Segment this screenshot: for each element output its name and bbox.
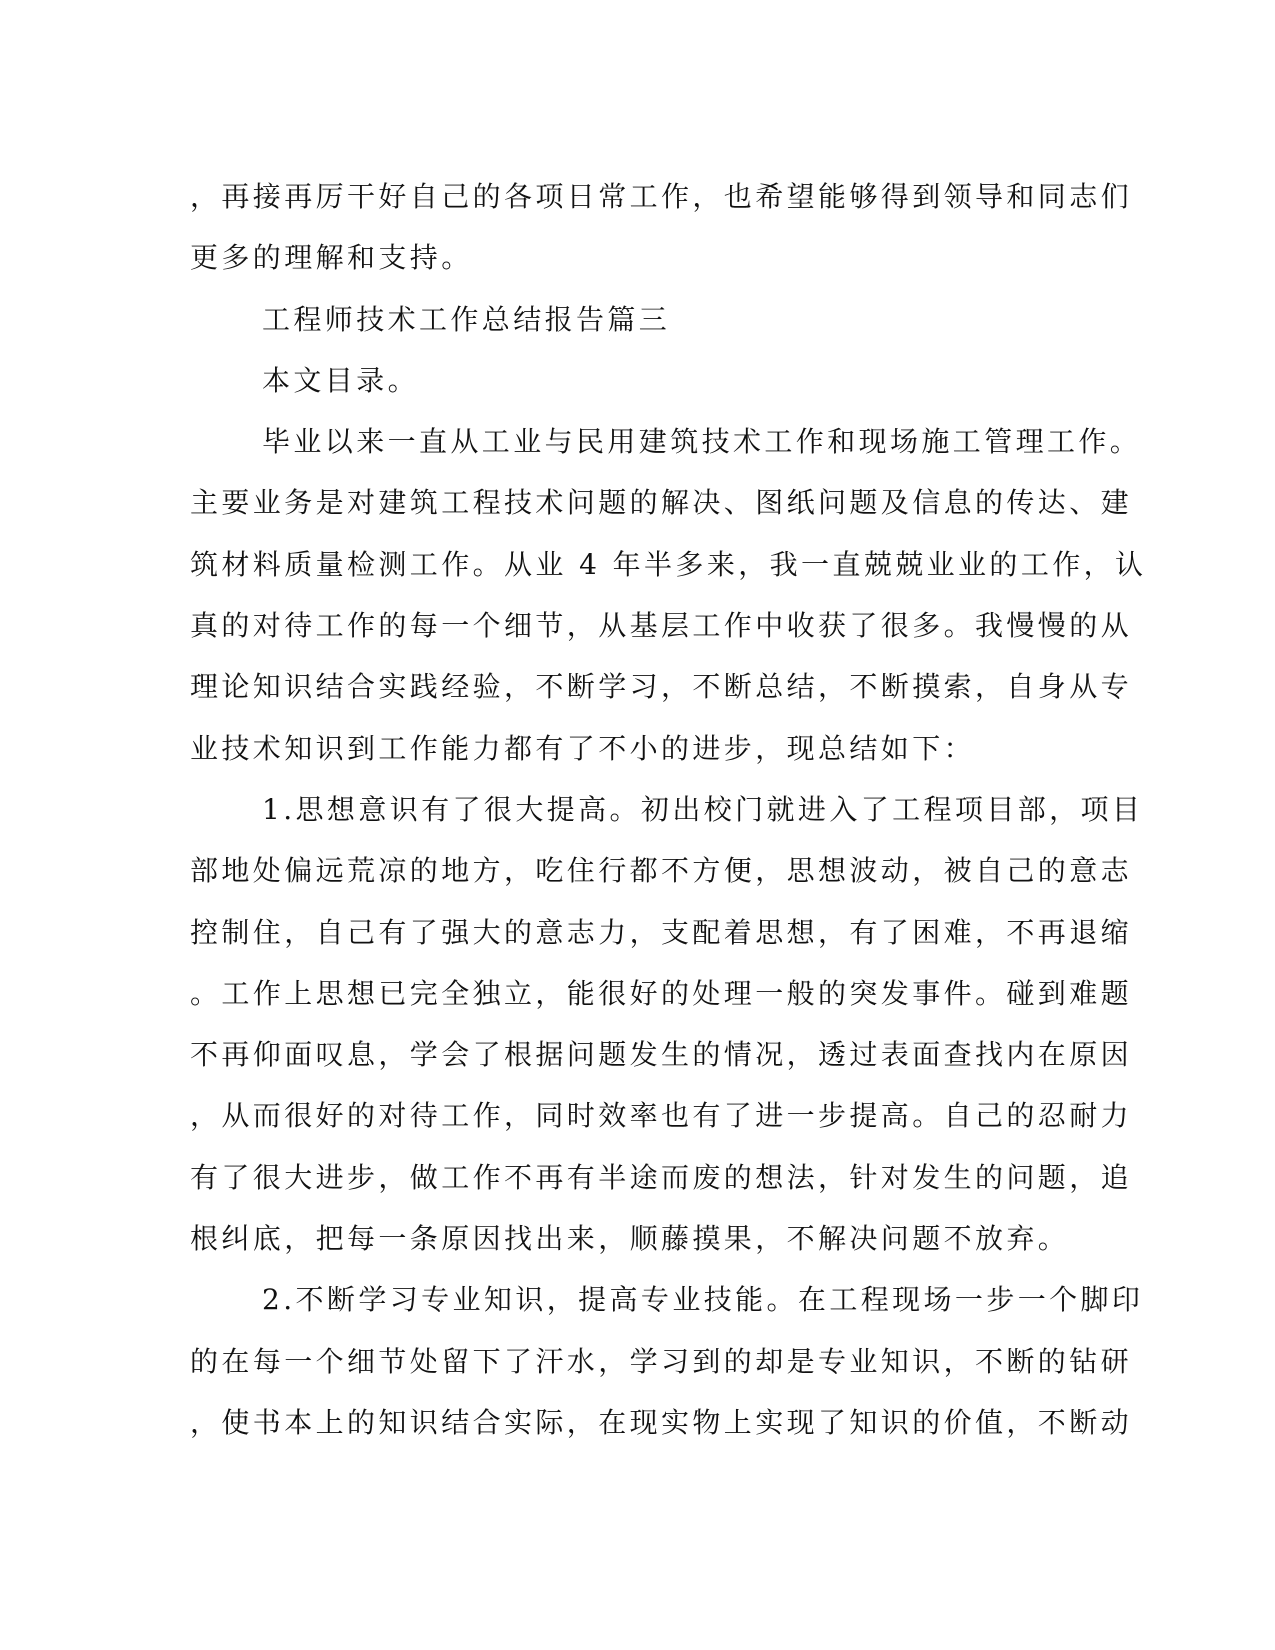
numbered-point-1: 1.思想意识有了很大提高。初出校门就进入了工程项目部，项目 bbox=[262, 792, 1144, 826]
paragraph-first-line: 毕业以来一直从工业与民用建筑技术工作和现场施工管理工作。 bbox=[262, 425, 1142, 459]
text-line: 的在每一个细节处留下了汗水，学习到的却是专业知识，不断的钻研 bbox=[190, 1344, 1133, 1378]
text-line: 主要业务是对建筑工程技术问题的解决、图纸问题及信息的传达、建 bbox=[190, 486, 1133, 520]
text-line: 筑材料质量检测工作。从业 4 年半多来，我一直兢兢业业的工作，认 bbox=[190, 547, 1147, 581]
document-body bbox=[190, 166, 1147, 1453]
text-line: 业技术知识到工作能力都有了不小的进步，现总结如下： bbox=[190, 731, 976, 765]
text-line: 控制住，自己有了强大的意志力，支配着思想，有了困难，不再退缩 bbox=[190, 915, 1133, 949]
text-line: 部地处偏远荒凉的地方，吃住行都不方便，思想波动，被自己的意志 bbox=[190, 854, 1133, 888]
text-line: ，从而很好的对待工作，同时效率也有了进一步提高。自己的忍耐力 bbox=[190, 1099, 1133, 1133]
text-line: ，再接再厉干好自己的各项日常工作，也希望能够得到领导和同志们 bbox=[190, 180, 1133, 213]
numbered-point-2: 2.不断学习专业知识，提高专业技能。在工程现场一步一个脚印 bbox=[262, 1283, 1144, 1317]
text-line: 根纠底，把每一条原因找出来，顺藤摸果，不解决问题不放弃。 bbox=[190, 1222, 1070, 1256]
text-line: ，使书本上的知识结合实际，在现实物上实现了知识的价值，不断动 bbox=[190, 1405, 1133, 1439]
text-line: 不再仰面叹息，学会了根据问题发生的情况，透过表面查找内在原因 bbox=[190, 1038, 1133, 1072]
text-line: 真的对待工作的每一个细节，从基层工作中收获了很多。我慢慢的从 bbox=[190, 609, 1133, 643]
text-line: 理论知识结合实践经验，不断学习，不断总结，不断摸索，自身从专 bbox=[190, 670, 1133, 704]
table-of-contents-label: 本文目录。 bbox=[262, 363, 420, 397]
text-line: 有了很大进步，做工作不再有半途而废的想法，针对发生的问题，追 bbox=[190, 1160, 1133, 1194]
section-heading: 工程师技术工作总结报告篇三 bbox=[262, 302, 671, 336]
text-line: 。工作上思想已完全独立，能很好的处理一般的突发事件。碰到难题 bbox=[190, 976, 1133, 1010]
text-line: 更多的理解和支持。 bbox=[190, 241, 473, 275]
